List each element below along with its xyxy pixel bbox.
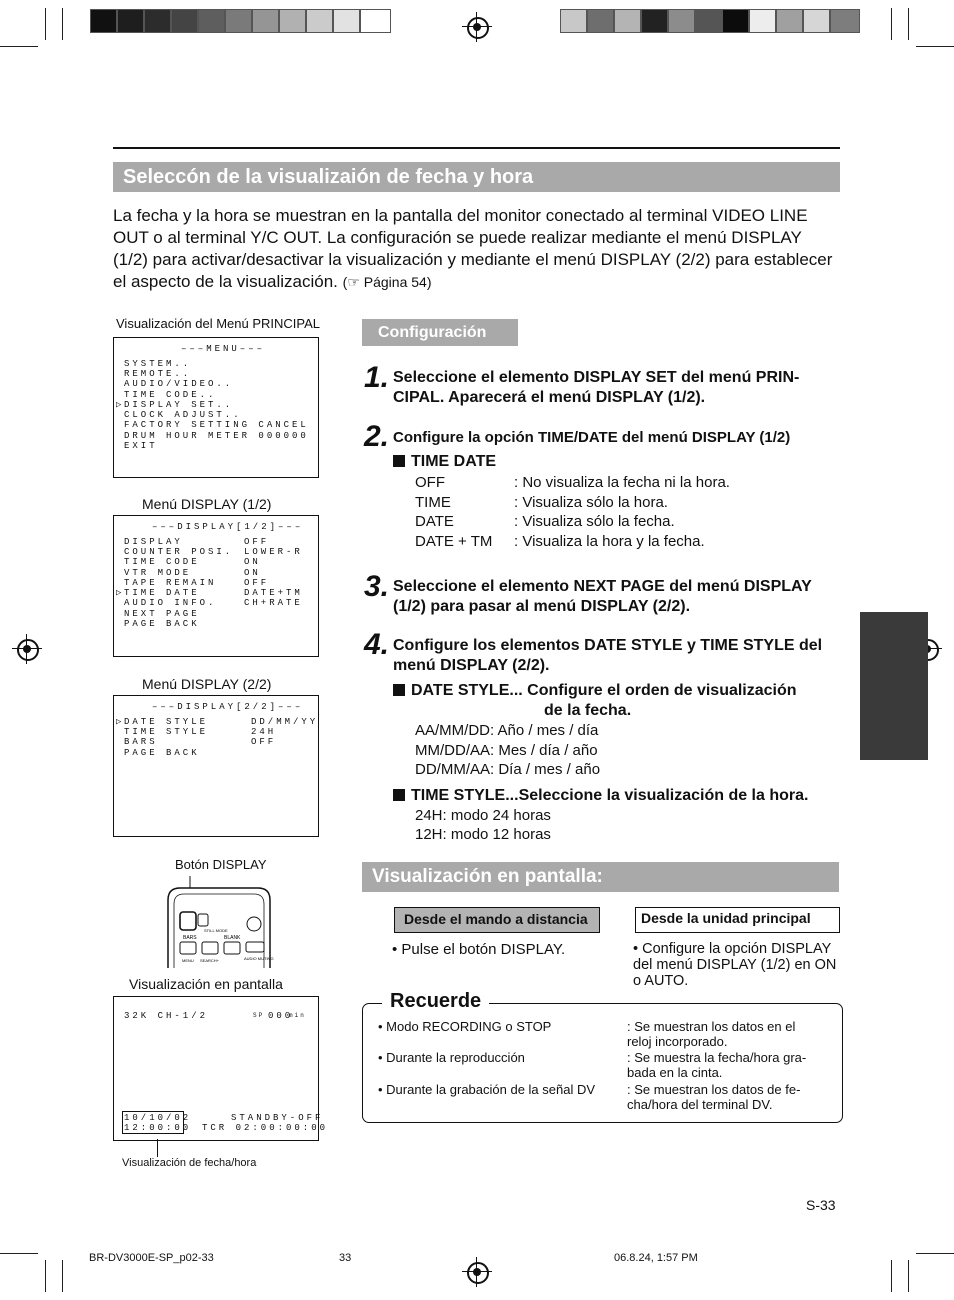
- recuerde-mode-3: • Durante la grabación de la señal DV: [378, 1082, 596, 1097]
- step2-number: 2.: [364, 420, 390, 453]
- td-key-date: DATE: [415, 513, 454, 530]
- display2-screen: [113, 695, 319, 837]
- menu-item-display-set: DISPLAY SET..: [124, 400, 234, 410]
- remote-label-blank: BLANK: [224, 935, 241, 941]
- display1-label-counter: COUNTER POSI.: [124, 547, 234, 557]
- display1-value-timecode: ON: [244, 557, 261, 567]
- remote-label-search: SEARCH+: [200, 958, 220, 963]
- display1-label-next: NEXT PAGE: [124, 609, 200, 619]
- display1-label-tape: TAPE REMAIN: [124, 578, 217, 588]
- section-tab: [860, 612, 928, 760]
- menu-item-clock-adjust: CLOCK ADJUST..: [124, 410, 242, 420]
- display2-label-bars: BARS: [124, 737, 158, 747]
- unit-head: Desde la unidad principal: [635, 907, 840, 933]
- time-style-24h: 24H: modo 24 horas: [415, 807, 551, 824]
- step1-text: Seleccione el elemento DISPLAY SET del menú PRIN-CIPAL. Aparecerá el menú DISPLAY (1/2).: [393, 369, 800, 406]
- display1-value-display: OFF: [244, 537, 270, 547]
- menu-item-exit: EXIT: [124, 441, 158, 451]
- display2-label-back: PAGE BACK: [124, 748, 200, 758]
- menu-item-remote: REMOTE..: [124, 369, 192, 379]
- menu-item-time-code: TIME CODE..: [124, 390, 217, 400]
- display1-caption: Menú DISPLAY (1/2): [142, 496, 272, 512]
- recuerde-mode-2: • Durante la reproducción: [378, 1050, 525, 1065]
- title-rule: [113, 147, 840, 149]
- display2-value-timestyle: 24H: [251, 727, 277, 737]
- unit-text: • Configure la opción DISPLAY del menú DISPLAY (1/2) en ON o AUTO.: [633, 941, 837, 989]
- step2-text: Configure la opción TIME/DATE del menú DISPLAY (1/2): [393, 429, 791, 446]
- display1-label-timecode: TIME CODE: [124, 557, 200, 567]
- menu-item-audio-video: AUDIO/VIDEO..: [124, 379, 234, 389]
- recuerde-mode-1: • Modo RECORDING o STOP: [378, 1019, 552, 1034]
- recuerde-desc-3: : Se muestran los datos de fe-cha/hora del terminal DV.: [627, 1082, 801, 1112]
- date-style-dmy: DD/MM/AA: Día / mes / año: [415, 761, 601, 778]
- menu-item-system: SYSTEM..: [124, 359, 192, 369]
- display2-label-timestyle: TIME STYLE: [124, 727, 209, 737]
- bullet-square-icon: [393, 789, 405, 801]
- date-style-mdy: MM/DD/AA: Mes / día / año: [415, 742, 598, 759]
- osd-sp: SP: [253, 1012, 265, 1019]
- main-menu-title: –––MENU–––: [181, 344, 266, 354]
- td-key-datetm: DATE + TM: [415, 533, 493, 550]
- registration-mark-bottom: [462, 1257, 492, 1287]
- step4-number: 4.: [364, 628, 390, 661]
- remote-label-menu: MENU: [182, 958, 194, 963]
- display1-label-back: PAGE BACK: [124, 619, 200, 629]
- time-style-12h: 12H: modo 12 horas: [415, 826, 551, 843]
- page-number: S-33: [806, 1197, 836, 1213]
- td-key-off: OFF: [415, 474, 445, 491]
- recuerde-desc-1: : Se muestran los datos en el reloj incorporado.: [627, 1019, 796, 1049]
- remote-label-bars: BARS: [183, 935, 197, 941]
- main-menu-screen: [113, 337, 319, 478]
- osd-standby: STANDBY-OFF: [231, 1113, 324, 1123]
- display2-value-datestyle: DD/MM/YY: [251, 717, 319, 727]
- onscreen-display-screen: [113, 996, 329, 1141]
- display2-caption: Menú DISPLAY (2/2): [142, 676, 272, 692]
- remote-label-still: STILL MODE: [204, 928, 228, 933]
- display1-value-counter: LOWER-R: [244, 547, 303, 557]
- display2-title: –––DISPLAY[2/2]–––: [152, 702, 304, 712]
- remote-text: • Pulse el botón DISPLAY.: [392, 941, 566, 958]
- display2-value-bars: OFF: [251, 737, 277, 747]
- footer-file: BR-DV3000E-SP_p02-33: [89, 1252, 214, 1264]
- display1-screen: [113, 515, 319, 657]
- date-caption: Visualización de fecha/hora: [122, 1157, 257, 1169]
- intro-paragraph: [113, 205, 841, 293]
- step1-number: 1.: [364, 361, 390, 394]
- menu-cursor: ▷: [116, 400, 122, 410]
- date-style-head-text: DATE STYLE... Configure el orden de visualización: [411, 682, 797, 699]
- date-style-head: [393, 681, 797, 701]
- display1-label-timedate: TIME DATE: [124, 588, 200, 598]
- display1-value-tape: OFF: [244, 578, 270, 588]
- time-style-head: [393, 786, 808, 806]
- footer-date: 06.8.24, 1:57 PM: [614, 1252, 698, 1264]
- display2-cursor: ▷: [116, 717, 122, 727]
- menu-item-factory: FACTORY SETTING CANCEL: [124, 420, 309, 430]
- osd-date: 10/10/02: [124, 1113, 192, 1123]
- osd-min: min: [289, 1012, 306, 1019]
- time-style-head-text: TIME STYLE...Seleccione la visualización de la hora.: [411, 787, 809, 804]
- step4-text: Configure los elementos DATE STYLE y TIME STYLE del menú DISPLAY (2/2).: [393, 637, 823, 674]
- display1-cursor: ▷: [116, 588, 122, 598]
- display1-label-vtr: VTR MODE: [124, 568, 192, 578]
- intro-reference: (☞ Página 54): [342, 274, 432, 290]
- intro-text: La fecha y la hora se muestran en la pantalla del monitor conectado al terminal VIDEO LINE OUT o al terminal Y/C OUT. La configuración se puede realizar mediante el menú DISPLAY (1/2) para activar/desactivar la visualización y mediante el menú DISPLAY (2/2) para establecer el aspecto de la visualización.: [113, 206, 833, 291]
- td-desc-off: : No visualiza la fecha ni la hora.: [514, 474, 730, 491]
- time-date-head-text: TIME DATE: [411, 453, 497, 470]
- td-desc-date: : Visualiza sólo la fecha.: [514, 513, 675, 530]
- date-style-ymd: AA/MM/DD: Año / mes / día: [415, 722, 599, 739]
- display1-title: –––DISPLAY[1/2]–––: [152, 522, 304, 532]
- display1-label-audio: AUDIO INFO.: [124, 598, 217, 608]
- config-header: Configuración: [362, 319, 518, 346]
- menu-item-drum: DRUM HOUR METER 000000: [124, 431, 309, 441]
- bullet-square-icon: [393, 684, 405, 696]
- registration-mark-left: [12, 634, 42, 664]
- display1-value-audio: CH+RATE: [244, 598, 303, 608]
- osd-tcr: TCR 02:00:00:00: [202, 1123, 329, 1133]
- display1-label-display: DISPLAY: [124, 537, 183, 547]
- td-desc-datetm: : Visualiza la hora y la fecha.: [514, 533, 705, 550]
- display1-value-timedate: DATE+TM: [244, 588, 303, 598]
- display2-label-datestyle: DATE STYLE: [124, 717, 209, 727]
- main-menu-caption: Visualización del Menú PRINCIPAL: [116, 316, 321, 331]
- registration-mark-top: [462, 12, 492, 42]
- date-caption-leader: [157, 1139, 158, 1157]
- remote-control-illustration: [160, 870, 280, 968]
- bullet-square-icon: [393, 455, 405, 467]
- recuerde-title: Recuerde: [382, 990, 489, 1013]
- date-style-head-2: de la fecha.: [544, 702, 632, 719]
- td-desc-time: : Visualiza sólo la hora.: [514, 494, 668, 511]
- footer-page: 33: [339, 1252, 352, 1264]
- td-key-time: TIME: [415, 494, 451, 511]
- onscreen-caption: Visualización en pantalla: [129, 976, 283, 992]
- time-date-head: [393, 452, 496, 472]
- step3-number: 3.: [364, 570, 390, 603]
- display1-value-vtr: ON: [244, 568, 261, 578]
- osd-channel: 32K CH-1/2: [124, 1011, 209, 1021]
- recuerde-desc-2: : Se muestra la fecha/hora gra-bada en la cinta.: [627, 1050, 807, 1080]
- osd-time: 12:00:00: [124, 1123, 192, 1133]
- display-button-caption: Botón DISPLAY: [175, 857, 267, 872]
- osd-remain: 000: [268, 1011, 294, 1021]
- onscreen-header: Visualización en pantalla:: [362, 862, 839, 892]
- step3-text: Seleccione el elemento NEXT PAGE del menú DISPLAY (1/2) para pasar al menú DISPLAY (2/2).: [393, 578, 812, 615]
- remote-head: Desde el mando a distancia: [394, 907, 600, 933]
- page-title: Seleccón de la visualizaión de fecha y hora: [113, 162, 840, 192]
- remote-label-audio: AUDIO MUTING: [244, 956, 274, 961]
